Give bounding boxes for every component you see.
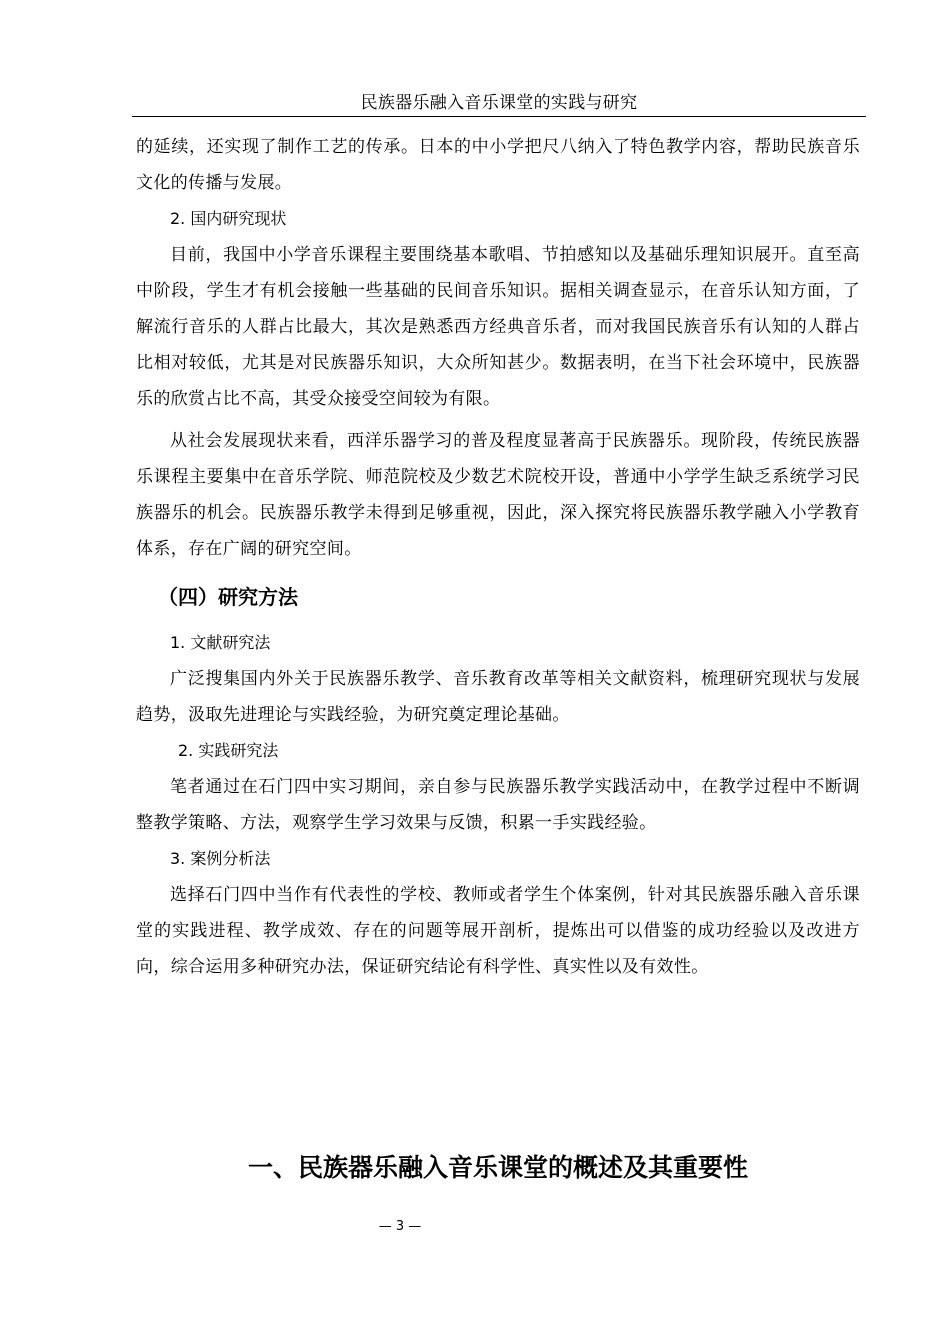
paragraph-domestic-status-2: 从社会发展现状来看，西洋乐器学习的普及程度显著高于民族器乐。现阶段，传统民族器乐课程主要集中在音乐学院、师范院校及少数艺术院校开设，普通中小学学生缺乏系统学习民族器乐的机会。民族器乐教学未得到足够重视，因此，深入探究将民族器乐教学融入小学教育体系，存在广阔的研究空间。 [136,431,860,559]
paragraph-case-method: 选择石门四中当作有代表性的学校、教师或者学生个体案例，针对其民族器乐融入音乐课堂的实践进程、教学成效、存在的问题等展开剖析，提炼出可以借鉴的成功经验以及改进方向，综合运用多种研究办法，保证研究结论有科学性、真实性以及有效性。 [136,885,860,977]
subheading-literature-method: 1. 文献研究法 [170,633,271,652]
subheading-practice-method: 2. 实践研究法 [178,741,279,760]
paragraph-practice-method: 笔者通过在石门四中实习期间，亲自参与民族器乐教学实践活动中，在教学过程中不断调整教学策略、方法，观察学生学习效果与反馈，积累一手实践经验。 [136,777,860,833]
subheading-domestic-status: 2. 国内研究现状 [170,209,287,228]
subheading-case-method: 3. 案例分析法 [170,849,271,868]
header-divider [132,116,866,117]
section-heading-methods: （四）研究方法 [158,585,298,609]
page-number: — 3 — [378,1219,422,1234]
running-header: 民族器乐融入音乐课堂的实践与研究 [360,93,638,113]
paragraph-intro-continuation: 的延续，还实现了制作工艺的传承。日本的中小学把尺八纳入了特色教学内容，帮助民族音乐文化的传播与发展。 [136,137,860,193]
chapter-title: 一、民族器乐融入音乐课堂的概述及其重要性 [247,1153,748,1182]
paragraph-literature-method: 广泛搜集国内外关于民族器乐教学、音乐教育改革等相关文献资料，梳理研究现状与发展趋势，汲取先进理论与实践经验，为研究奠定理论基础。 [136,669,860,725]
page-body [136,129,860,985]
paragraph-domestic-status-1: 目前，我国中小学音乐课程主要围绕基本歌唱、节拍感知以及基础乐理知识展开。直至高中阶段，学生才有机会接触一些基础的民间音乐知识。据相关调查显示，在音乐认知方面，了解流行音乐的人群占比最大，其次是熟悉西方经典音乐者，而对我国民族音乐有认知的人群占比相对较低，尤其是对民族器乐知识，大众所知甚少。数据表明，在当下社会环境中，民族器乐的欣赏占比不高，其受众接受空间较为有限。 [136,245,860,409]
